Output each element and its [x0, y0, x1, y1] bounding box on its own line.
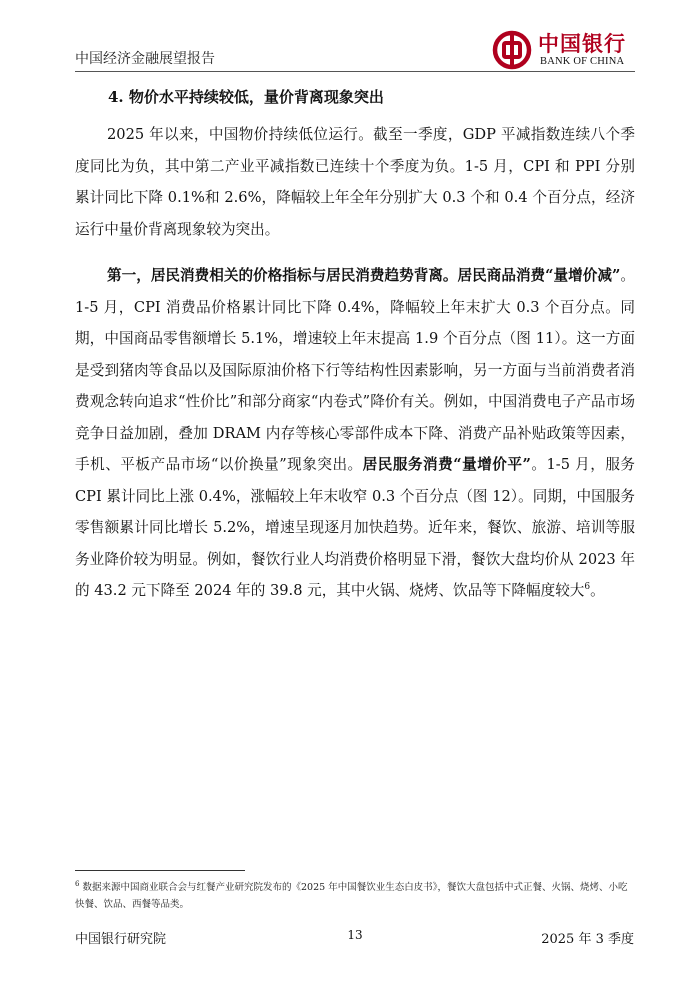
paragraph-text: 2025 年以来，中国物价持续低位运行。截至一季度，GDP 平减指数连续八个季度同比为负，其中第二产业平减指数已连续十个季度为负。1-5 月，CPI 和 PPI 分别累计同比下降 0.1%和 2.6%，降幅较上年全年分别扩大 0.3 个和 0.4 个百分点，经济运行中量价背离现象较为突出。 [75, 126, 635, 238]
bank-logo [492, 26, 632, 74]
paragraph-text: 。1-5 月，服务 CPI 累计同比上涨 0.4%，涨幅较上年末收窄 0.3 个百分点（图 12）。同期，中国服务零售额累计同比增长 5.2%，增速呈现逐月加快趋势。近年来，餐饮、旅游、培训等服务业降价较为明显。例如，餐饮行业人均消费价格明显下滑，餐饮大盘均价从 2023 年的 43.2 元下降至 2024 年的 39.8 元，其中火锅、烧烤、饮品等下降幅度较大 [75, 456, 636, 599]
footnote-marker: 6 [75, 879, 80, 888]
footer-publisher: 中国银行研究院 [75, 932, 167, 947]
paragraph-bold-service: 居民服务消费“量增价平” [362, 456, 531, 473]
logo-english-name: BANK OF CHINA [540, 56, 625, 67]
header-divider [75, 71, 635, 72]
paragraph-end: 。 [590, 582, 605, 599]
footer-period: 2025 年 3 季度 [541, 932, 634, 947]
bank-of-china-logo-icon [492, 30, 532, 70]
logo-chinese-name: 中国银行 [538, 31, 626, 56]
paragraph-consumer-prices [75, 260, 635, 607]
paragraph-text: 。1-5 月，CPI 消费品价格累计同比下降 0.4%，降幅较上年末扩大 0.3 个百分点。同期，中国商品零售额增长 5.1%，增速较上年末提高 1.9 个百分点（图 11）。这一方面是受到猪肉等食品以及国际原油价格下行等结构性因素影响，另一方面与当前消费者消费观念转向追求“性价比”和部分商家“内卷式”降价有关。例如，中国消费电子产品市场竞争日益加剧，叠加 DRAM 内存等核心零部件成本下降、消费产品补贴政策等因素，手机、平板产品市场“以价换量”现象突出。 [75, 267, 635, 473]
paragraph-bold-lead: 第一，居民消费相关的价格指标与居民消费趋势背离。居民商品消费“量增价减” [107, 267, 621, 284]
section-heading: 4. 物价水平持续较低，量价背离现象突出 [108, 88, 384, 106]
page-number: 13 [347, 928, 363, 942]
report-title: 中国经济金融展望报告 [75, 51, 215, 67]
footnote-divider [75, 870, 245, 871]
footnote [75, 879, 635, 913]
paragraph-inflation-overview [75, 119, 635, 245]
footnote-text: 数据来源中国商业联合会与红餐产业研究院发布的《2025 年中国餐饮业生态白皮书》，餐饮大盘包括中式正餐、火锅、烧烤、小吃快餐、饮品、西餐等品类。 [75, 882, 628, 910]
footnote-reference[interactable]: 6 [584, 582, 591, 593]
